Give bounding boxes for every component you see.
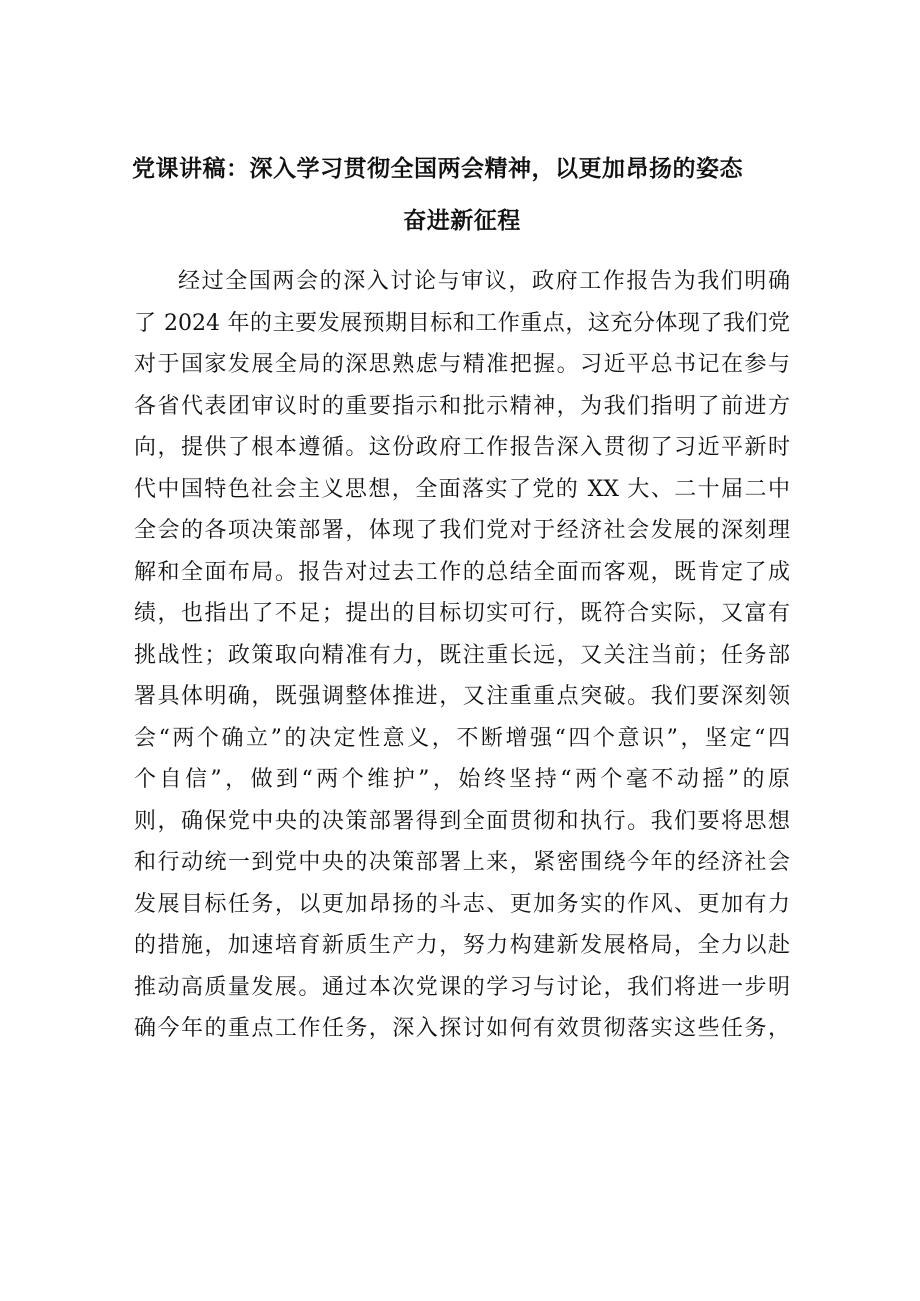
body-line: 全会的各项决策部署，体现了我们党对于经济社会发展的深刻理 [134,518,790,543]
document-title-line-2: 奋进新征程 [403,208,521,234]
body-line: 挑战性；政策取向精准有力，既注重长远，又关注当前；任务部 [134,642,790,668]
body-line: 和行动统一到党中央的决策部署上来，紧密围绕今年的经济社会 [134,850,790,875]
body-line: 了 2024 年的主要发展预期目标和工作重点，这充分体现了我们党 [134,310,790,336]
body-line: 各省代表团审议时的重要指示和批示精神，为我们指明了前进方 [134,393,790,419]
document-title-line-1: 党课讲稿：深入学习贯彻全国两会精神，以更加昂扬的姿态 [132,156,743,182]
body-line: 的措施，加速培育新质生产力，努力构建新发展格局，全力以赴 [134,933,790,958]
body-line: 推动高质量发展。通过本次党课的学习与讨论，我们将进一步明 [134,974,790,1000]
body-line: 对于国家发展全局的深思熟虑与精准把握。习近平总书记在参与 [134,352,790,377]
body-line: 解和全面布局。报告对过去工作的总结全面而客观，既肯定了成 [134,559,790,585]
body-line: 发展目标任务，以更加昂扬的斗志、更加务实的作风、更加有力 [134,891,790,917]
body-line: 则，确保党中央的决策部署得到全面贯彻和执行。我们要将思想 [134,808,790,834]
body-line: 代中国特色社会主义思想，全面落实了党的 XX 大、二十届二中 [134,476,790,502]
body-line: 会“两个确立”的决定性意义，不断增强“四个意识”，坚定“四 [134,725,790,751]
body-line: 署具体明确，既强调整体推进，又注重重点突破。我们要深刻领 [134,684,790,709]
body-line: 确今年的重点工作任务，深入探讨如何有效贯彻落实这些任务， [134,1016,790,1041]
body-line: 经过全国两会的深入讨论与审议，政府工作报告为我们明确 [178,269,790,294]
document-body [134,261,790,1050]
body-line: 绩，也指出了不足；提出的目标切实可行，既符合实际，又富有 [134,601,790,626]
body-line: 向，提供了根本遵循。这份政府工作报告深入贯彻了习近平新时 [134,435,790,460]
body-line: 个自信”，做到“两个维护”，始终坚持“两个毫不动摇”的原 [134,767,790,792]
